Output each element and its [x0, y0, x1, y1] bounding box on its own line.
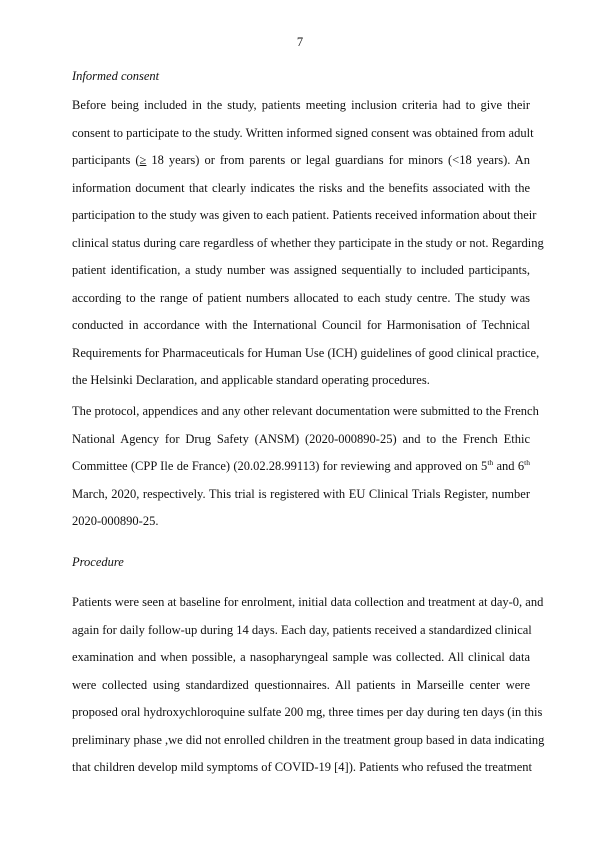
text-line: the Helsinki Declaration, and applicable standard operating procedures. — [72, 373, 430, 387]
text-line: National Agency for Drug Safety (ANSM) (2020-000890-25) and to the French Ethic — [72, 431, 530, 446]
text-fragment: participants ( — [72, 153, 140, 167]
text-line: examination and when possible, a nasopharyngeal sample was collected. All clinical data — [72, 650, 530, 664]
text-line: that children develop mild symptoms of COVID-19 [4]). Patients who refused the treatment — [72, 760, 532, 774]
section-heading-informed-consent: Informed consent — [72, 69, 160, 83]
text-line: Patients were seen at baseline for enrolment, initial data collection and treatment at day-0, and — [72, 595, 544, 609]
text-line: participation to the study was given to each patient. Patients received information about their — [72, 208, 537, 222]
text-line — [72, 453, 530, 481]
text-line — [72, 147, 530, 175]
text-line: patient identification, a study number was assigned sequentially to included participants, — [72, 263, 530, 277]
text-line: The protocol, appendices and any other relevant documentation were submitted to the French — [72, 404, 539, 418]
text-line: March, 2020, respectively. This trial is registered with EU Clinical Trials Register, number — [72, 486, 530, 501]
text-line: conducted in accordance with the International Council for Harmonisation of Technical — [72, 318, 530, 332]
paragraph-protocol — [72, 398, 539, 536]
text-line: again for daily follow-up during 14 days. Each day, patients received a standardized clinical — [72, 622, 532, 637]
text-line: Before being included in the study, patients meeting inclusion criteria had to give their — [72, 98, 530, 112]
text-line: proposed oral hydroxychloroquine sulfate 200 mg, three times per day during ten days (in this — [72, 705, 543, 719]
section-heading-procedure: Procedure — [72, 555, 124, 569]
superscript-ordinal: th — [487, 458, 494, 467]
paragraph-procedure — [72, 589, 545, 782]
greater-equal-symbol: ≥ — [139, 153, 147, 167]
text-fragment: and 6 — [493, 459, 525, 473]
text-line: clinical status during care regardless of whether they participate in the study or not. Regarding — [72, 235, 544, 250]
page-number: 7 — [296, 35, 304, 49]
text-line: preliminary phase ,we did not enrolled children in the treatment group based in data indicating — [72, 732, 545, 747]
text-line: information document that clearly indicates the risks and the benefits associated with the — [72, 180, 530, 195]
paragraph-informed-consent — [72, 92, 544, 395]
text-line: consent to participate to the study. Written informed signed consent was obtained from adult — [72, 125, 534, 140]
superscript-ordinal: th — [524, 458, 530, 467]
text-line: 2020-000890-25. — [72, 514, 159, 528]
text-line: Requirements for Pharmaceuticals for Human Use (ICH) guidelines of good clinical practice, — [72, 345, 540, 360]
text-line: according to the range of patient numbers allocated to each study centre. The study was — [72, 290, 530, 305]
text-fragment: 18 years) or from parents or legal guardians for minors (<18 years). An — [146, 153, 530, 167]
text-fragment: Committee (CPP Ile de France) (20.02.28.99113) for reviewing and approved on 5 — [72, 459, 488, 473]
text-line: were collected using standardized questionnaires. All patients in Marseille center were — [72, 677, 530, 692]
